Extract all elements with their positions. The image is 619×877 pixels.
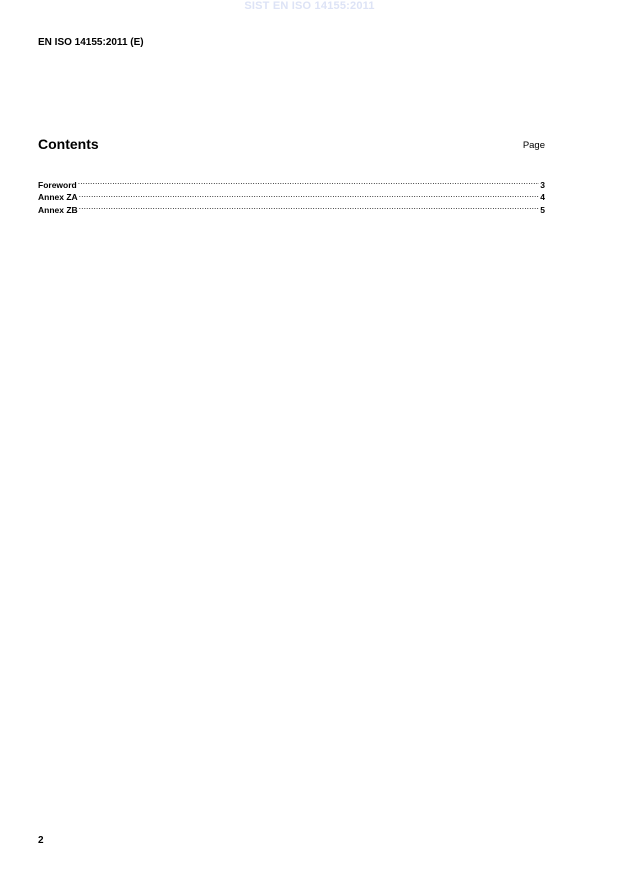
toc-entry-annex-zb[interactable] [38,200,545,213]
toc-entry-title: Foreword [38,179,77,190]
table-of-contents [38,175,545,213]
toc-dot-leader [79,200,540,213]
toc-entry-annex-za[interactable] [38,188,545,201]
toc-entry-page: 4 [540,192,545,202]
page-number: 2 [38,835,44,846]
toc-entry-title: Annex ZA [38,192,78,202]
toc-dot-leader [78,175,540,188]
contents-heading: Contents [38,136,99,152]
watermark: SIST EN ISO 14155:2011 [244,0,375,12]
document-identifier: EN ISO 14155:2011 (E) [38,37,144,48]
toc-entry-title: Annex ZB [38,204,78,215]
toc-entry-page: 5 [540,204,545,215]
page-column-label: Page [522,140,545,151]
toc-entry-page: 3 [540,179,545,190]
toc-dot-leader [79,188,540,201]
toc-entry-foreword[interactable] [38,175,545,188]
